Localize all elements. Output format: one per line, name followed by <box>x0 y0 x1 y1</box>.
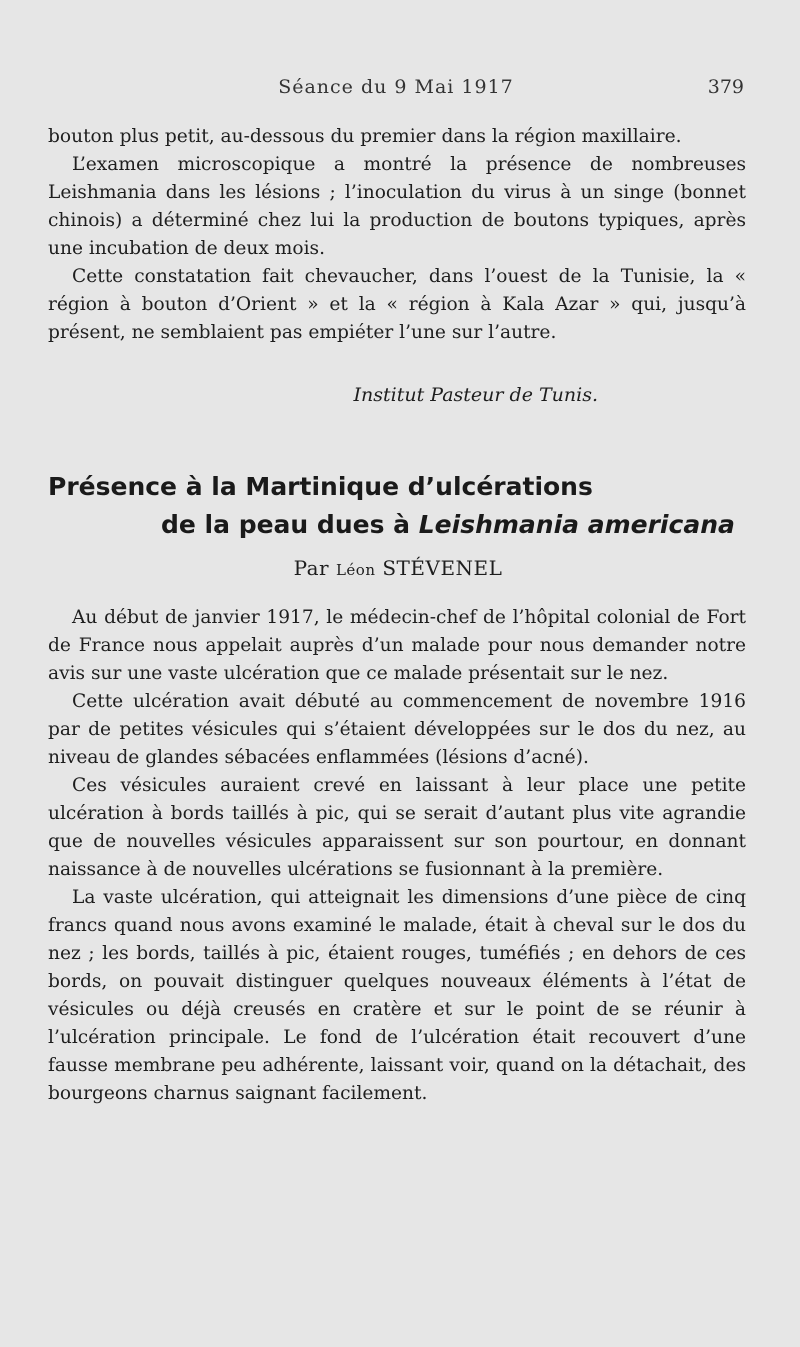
article-body <box>48 604 746 1108</box>
article-title-line1: Présence à la Martinique d’ulcérations <box>48 472 593 501</box>
paragraph: Ces vésicules auraient crevé en laissant à leur place une petite ulcération à bords taillés à pic, qui se serait d’autant plus vite agrandie que de nouvelles vésicules apparaissent sur son pourtour, en donnant naissance à de nouvelles ulcérations se fusionnant à la première. <box>48 775 746 880</box>
paragraph: Au début de janvier 1917, le médecin-chef de l’hôpital colonial de Fort de France nous appelait auprès d’un malade pour nous demander notre avis sur une vaste ulcération que ce malade présentait sur le nez. <box>48 607 746 684</box>
title-species: Leishmania americana <box>418 510 735 539</box>
affiliation: Institut Pasteur de Tunis. <box>353 384 598 406</box>
paragraph: La vaste ulcération, qui atteignait les dimensions d’une pièce de cinq francs quand nous avons examiné le malade, était à cheval sur le dos du nez ; les bords, taillés à pic, étaient rouges, tuméfiés ; en dehors de ces bords, on pouvait distinguer quelques nouveaux éléments à l’état de vésicules ou déjà creusés en cratère et sur le point de se réunir à l’ulcération principale. Le fond de l’ulcération était recouvert d’une fausse membrane peu adhérente, laissant voir, quand on la détachait, des bourgeons charnus saignant facilement. <box>48 887 746 1104</box>
byline <box>48 556 748 580</box>
paragraph: L’examen microscopique a montré la présence de nombreuses Leishmania dans les lésions ; l’inoculation du virus à un singe (bonnet chinois) a déterminé chez lui la production de boutons typiques, après une incubation de deux mois. <box>48 154 746 259</box>
article-title-line2 <box>48 506 748 544</box>
running-header <box>48 76 744 104</box>
byline-par: Par <box>293 556 330 580</box>
paragraph: Cette ulcération avait débuté au commencement de novembre 1916 par de petites vésicules qui s’étaient développées sur le dos du nez, au niveau de glandes sébacées enflammées (lésions d’acné). <box>48 691 746 768</box>
paragraph: bouton plus petit, au-dessous du premier dans la région maxillaire. <box>48 126 682 147</box>
paragraph: Cette constatation fait chevaucher, dans l’ouest de la Tunisie, la « région à bouton d’Orient » et la « région à Kala Azar » qui, jusqu’à présent, ne semblaient pas empiéter l’une sur l’autre. <box>48 266 746 343</box>
previous-article-text <box>48 123 746 347</box>
author-last-name: STÉVENEL <box>382 556 503 580</box>
running-title: Séance du 9 Mai 1917 <box>278 76 514 98</box>
author-first-name: Léon <box>335 561 376 579</box>
title-prefix: de la peau dues à <box>161 510 419 539</box>
article-title <box>48 468 748 544</box>
page-number: 379 <box>707 76 744 98</box>
